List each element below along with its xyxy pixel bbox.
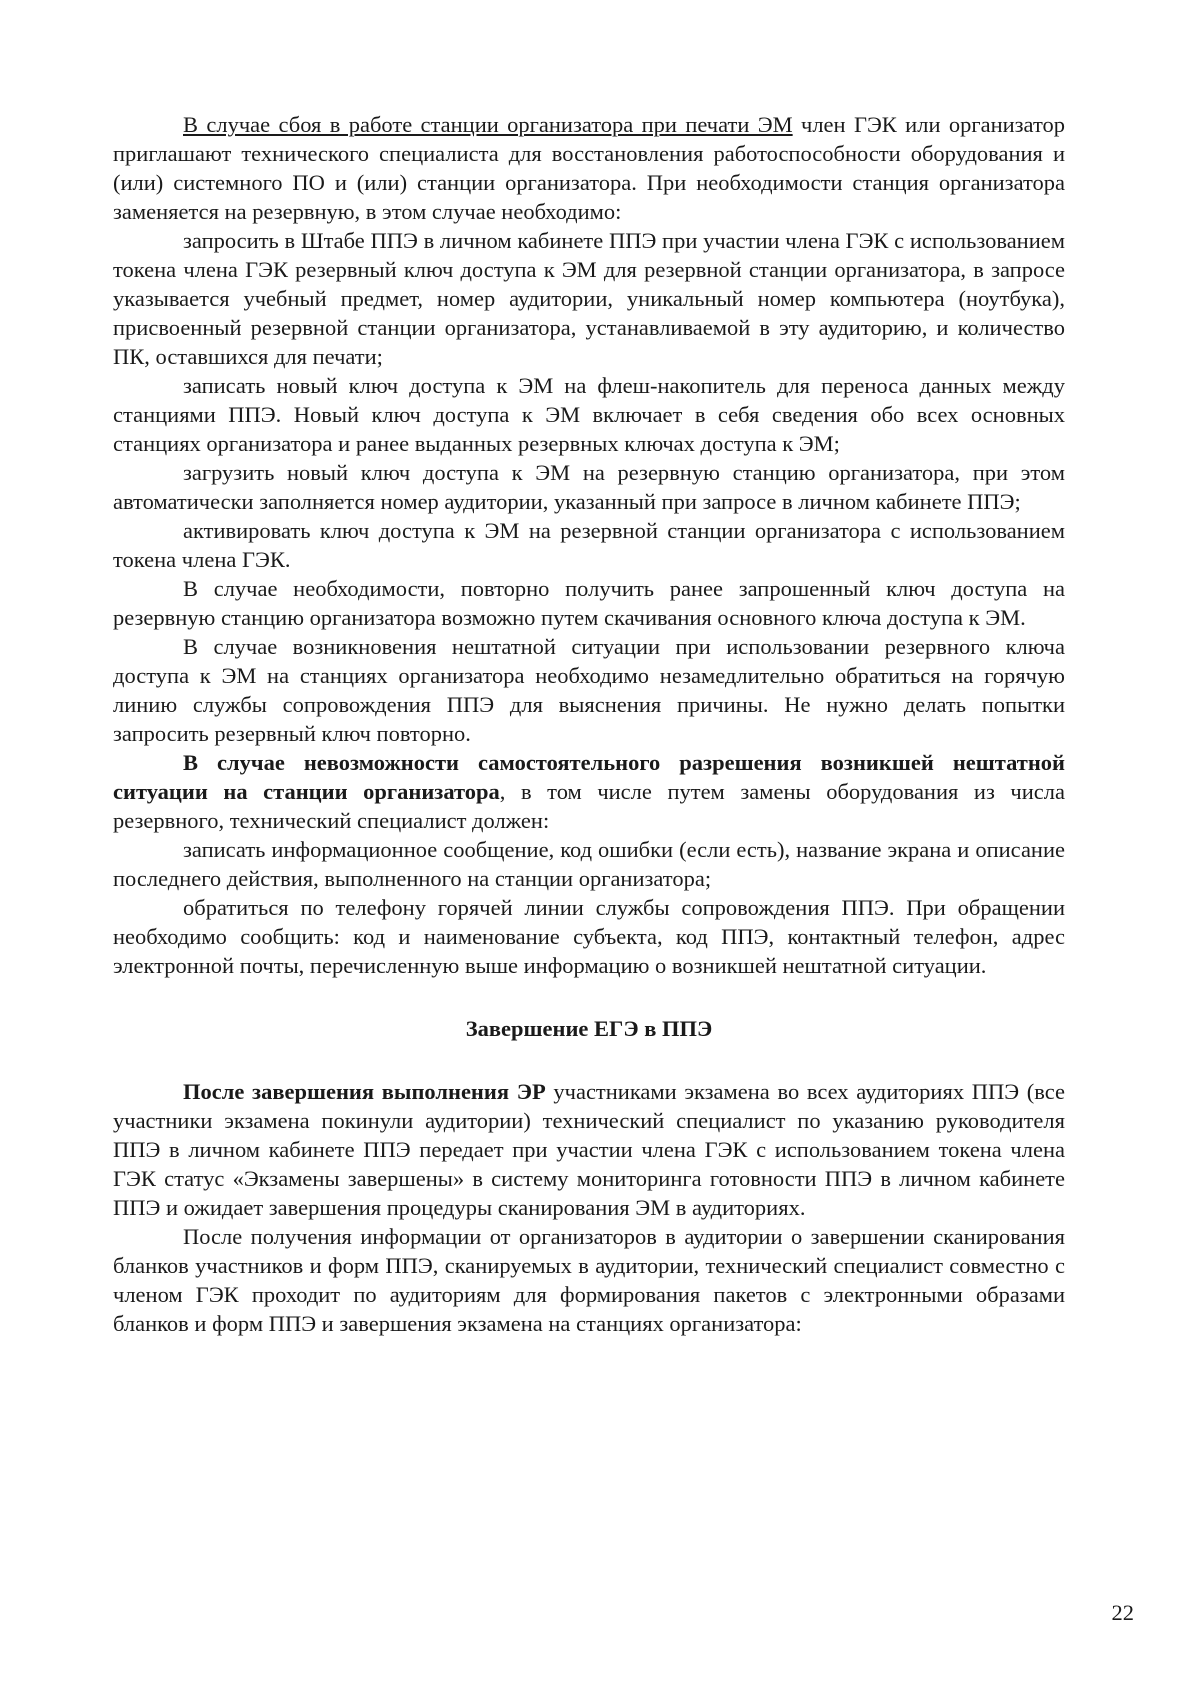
paragraph-hotline-note: В случае возникновения нештатной ситуации при использовании резервного ключа доступа к ЭМ на станциях организатора необходимо незамедлительно обратиться на горячую линию службы сопровождения ППЭ для выяснения причины. Не нужно делать попытки запросить резервный ключ повторно. — [113, 634, 1065, 746]
paragraph-after-completion — [113, 1077, 1065, 1222]
paragraph-write-key: записать новый ключ доступа к ЭМ на флеш-накопитель для переноса данных между станциями ППЭ. Новый ключ доступа к ЭМ включает в себя сведения обо всех основных станциях организатора и ранее выданных резервных ключах доступа к ЭМ; — [113, 373, 1065, 456]
paragraph-text: член ГЭК или организатор приглашают технического специалиста для восстановления работоспособности оборудования и (или) системного ПО и (или) станции организатора. При необходимости станция организатора заменяется на резервную, в этом случае необходимо: — [113, 112, 1065, 224]
section-heading: Завершение ЕГЭ в ППЭ — [465, 1016, 713, 1041]
bold-phrase: После завершения выполнения ЭР — [183, 1079, 546, 1104]
paragraph-text: , в том числе путем замены оборудования из числа резервного, технический специалист должен: — [113, 779, 1065, 833]
paragraph-activate-key: активировать ключ доступа к ЭМ на резервной станции организатора с использованием токена члена ГЭК. — [113, 518, 1065, 572]
document-page — [113, 110, 1065, 1338]
paragraph-station-failure — [113, 110, 1065, 226]
bold-phrase: В случае невозможности самостоятельного разрешения возникшей нештатной ситуации на станции организатора — [113, 750, 1065, 804]
page-number: 22 — [1111, 1600, 1134, 1625]
paragraph-impossible-resolution — [113, 748, 1065, 835]
paragraph-repeat-key: В случае необходимости, повторно получить ранее запрошенный ключ доступа на резервную станцию организатора возможно путем скачивания основного ключа доступа к ЭМ. — [113, 576, 1065, 630]
paragraph-load-key: загрузить новый ключ доступа к ЭМ на резервную станцию организатора, при этом автоматически заполняется номер аудитории, указанный при запросе в личном кабинете ППЭ; — [113, 460, 1065, 514]
paragraph-request-key: запросить в Штабе ППЭ в личном кабинете ППЭ при участии члена ГЭК с использованием токена члена ГЭК резервный ключ доступа к ЭМ для резервной станции организатора, в запросе указывается учебный предмет, номер аудитории, уникальный номер компьютера (ноутбука), присвоенный резервной станции организатора, устанавливаемой в эту аудиторию, и количество ПК, оставшихся для печати; — [113, 228, 1065, 369]
paragraph-record-message: записать информационное сообщение, код ошибки (если есть), название экрана и описание последнего действия, выполненного на станции организатора; — [113, 837, 1065, 891]
underlined-phrase: В случае сбоя в работе станции организатора при печати ЭМ — [183, 112, 793, 137]
paragraph-text: участниками экзамена во всех аудиториях ППЭ (все участники экзамена покинули аудитории) технический специалист по указанию руководителя ППЭ в личном кабинете ППЭ передает при участии члена ГЭК с использованием токена члена ГЭК статус «Экзамены завершены» в систему мониторинга готовности ППЭ в личном кабинете ППЭ и ожидает завершения процедуры сканирования ЭМ в аудиториях. — [113, 1079, 1066, 1220]
paragraph-after-scanning: После получения информации от организаторов в аудитории о завершении сканирования бланков участников и форм ППЭ, сканируемых в аудитории, технический специалист совместно с членом ГЭК проходит по аудиториям для формирования пакетов с электронными образами бланков и форм ППЭ и завершения экзамена на станциях организатора: — [113, 1224, 1065, 1336]
paragraph-call-hotline: обратиться по телефону горячей линии службы сопровождения ППЭ. При обращении необходимо сообщить: код и наименование субъекта, код ППЭ, контактный телефон, адрес электронной почты, перечисленную выше информацию о возникшей нештатной ситуации. — [113, 895, 1065, 978]
